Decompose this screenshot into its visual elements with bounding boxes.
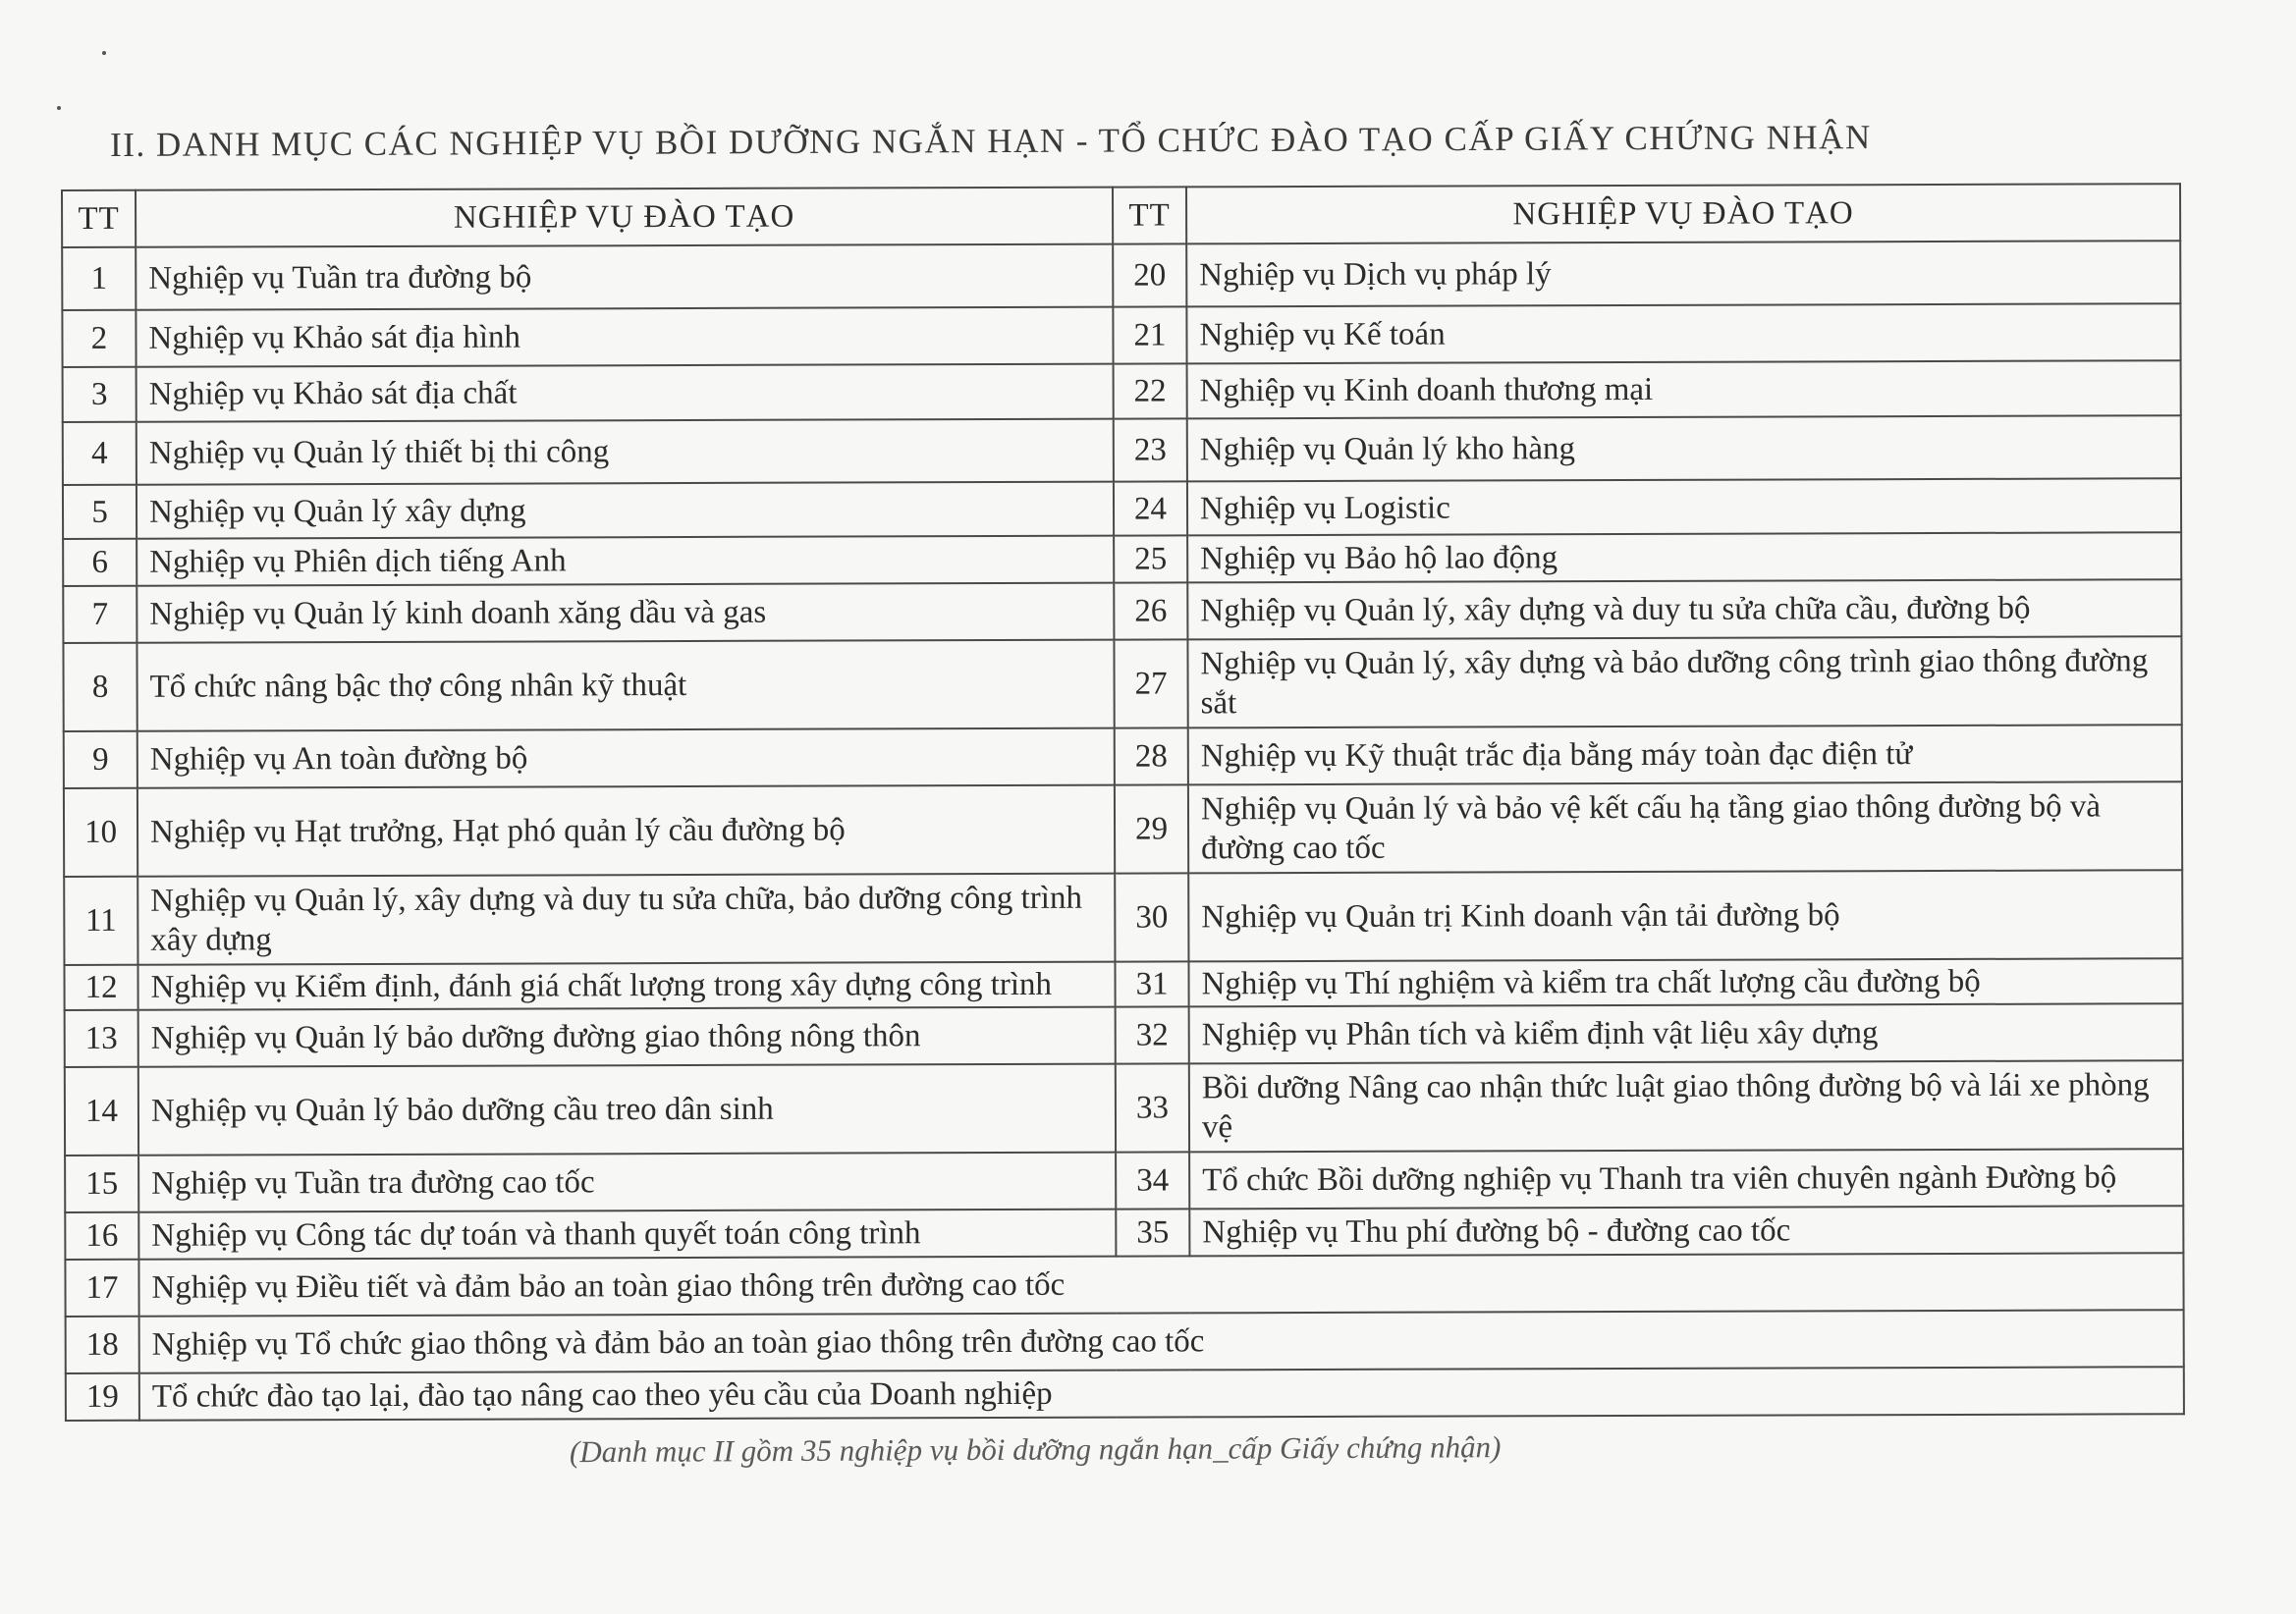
table-row [63,532,2181,586]
training-item: Nghiệp vụ Phân tích và kiểm định vật liệu xây dựng [1189,1003,2183,1063]
table-row [64,725,2182,788]
row-number: 10 [64,788,137,877]
row-number: 24 [1114,481,1187,535]
training-item: Nghiệp vụ Quản lý bảo dưỡng đường giao thông nông thôn [138,1007,1116,1067]
row-number: 16 [65,1212,138,1260]
row-number: 22 [1114,363,1187,418]
training-item: Nghiệp vụ Quản lý kho hàng [1187,415,2181,481]
training-item: Nghiệp vụ Hạt trưởng, Hạt phó quản lý cầu đường bộ [137,785,1115,877]
training-item: Nghiệp vụ Tuần tra đường cao tốc [138,1153,1116,1212]
table-row-wide [66,1367,2184,1421]
row-number: 15 [65,1156,138,1212]
table-row [65,1003,2183,1067]
table-row [64,781,2182,877]
row-number: 17 [65,1260,138,1317]
training-item: Nghiệp vụ Quản lý, xây dựng và bảo dưỡng công trình giao thông đường sắt [1187,636,2181,727]
row-number: 33 [1116,1063,1189,1152]
training-item: Bồi dưỡng Nâng cao nhận thức luật giao thông đường bộ và lái xe phòng vệ [1189,1060,2183,1152]
row-number: 34 [1116,1152,1189,1209]
row-number: 9 [64,731,137,788]
row-number: 35 [1116,1209,1189,1256]
footnote: (Danh mục II gồm 35 nghiệp vụ bồi dưỡng ngắn hạn_cấp Giấy chứng nhận) [569,1429,1502,1470]
training-item: Tổ chức đào tạo lại, đào tạo nâng cao theo yêu cầu của Doanh nghiệp [139,1367,2184,1421]
table-row-wide [66,1310,2184,1373]
training-item: Nghiệp vụ Khảo sát địa chất [137,364,1114,422]
table-row [64,958,2182,1010]
row-number: 27 [1114,639,1187,727]
row-number: 18 [66,1317,139,1373]
row-number: 3 [63,367,137,422]
table-row [65,1149,2183,1212]
training-item: Nghiệp vụ Bảo hộ lao động [1187,532,2181,582]
row-number: 12 [64,965,137,1010]
table-row [62,241,2180,310]
table-row [63,478,2181,539]
row-number: 13 [65,1010,138,1067]
header-name-right: NGHIỆP VỤ ĐÀO TẠO [1186,184,2180,243]
table-row [62,303,2180,367]
table-header-row [62,184,2180,247]
table-row [64,870,2182,965]
row-number: 5 [63,485,137,539]
row-number: 30 [1115,873,1188,961]
training-item: Nghiệp vụ Dịch vụ pháp lý [1186,241,2180,306]
training-table-container [61,183,2183,1422]
table-row [63,579,2181,643]
training-item: Nghiệp vụ Quản lý kinh doanh xăng dầu và gas [137,583,1114,643]
row-number: 31 [1115,961,1188,1006]
training-item: Nghiệp vụ Khảo sát địa hình [136,307,1113,367]
training-item: Nghiệp vụ Tuần tra đường bộ [136,244,1113,310]
scan-speck [57,106,61,110]
table-row-wide [65,1253,2183,1317]
row-number: 21 [1113,306,1186,363]
training-item: Nghiệp vụ Thí nghiệm và kiểm tra chất lượng cầu đường bộ [1188,958,2182,1006]
training-item: Nghiệp vụ Kỹ thuật trắc địa bằng máy toàn đạc điện tử [1188,725,2182,784]
training-item: Nghiệp vụ Thu phí đường bộ - đường cao tốc [1189,1206,2183,1256]
section-heading: II. DANH MỤC CÁC NGHIỆP VỤ BỒI DƯỠNG NGẮN HẠN - TỔ CHỨC ĐÀO TẠO CẤP GIẤY CHỨNG NHẬN [110,118,1872,164]
table-row [65,1206,2183,1260]
row-number: 20 [1113,243,1186,306]
training-item: Nghiệp vụ Quản lý thiết bị thi công [137,419,1114,485]
training-item: Nghiệp vụ Quản lý, xây dựng và duy tu sửa chữa, bảo dưỡng công trình xây dựng [137,874,1115,965]
header-tt-right: TT [1113,187,1186,243]
training-item: Nghiệp vụ Quản trị Kinh doanh vận tải đường bộ [1188,870,2182,961]
training-item: Nghiệp vụ Công tác dự toán và thanh quyết toán công trình [138,1210,1116,1260]
header-name-left: NGHIỆP VỤ ĐÀO TẠO [136,188,1113,247]
training-item: Tổ chức nâng bậc thợ công nhân kỹ thuật [137,640,1114,731]
row-number: 7 [63,586,137,643]
table-row [63,636,2181,731]
training-item: Nghiệp vụ Quản lý, xây dựng và duy tu sửa chữa cầu, đường bộ [1187,579,2181,639]
row-number: 25 [1114,535,1187,582]
row-number: 6 [63,539,137,586]
training-item: Nghiệp vụ Kiểm định, đánh giá chất lượng trong xây dựng công trình [137,962,1115,1010]
training-item: Nghiệp vụ Tổ chức giao thông và đảm bảo an toàn giao thông trên đường cao tốc [139,1310,2184,1373]
training-item: Nghiệp vụ Phiên dịch tiếng Anh [137,536,1114,586]
header-tt-left: TT [62,190,136,247]
training-item: Nghiệp vụ An toàn đường bộ [137,728,1115,788]
training-table [61,183,2185,1422]
row-number: 14 [65,1067,138,1156]
training-item: Nghiệp vụ Kinh doanh thương mại [1187,360,2181,418]
table-row [65,1060,2183,1156]
table-row [63,360,2181,422]
training-item: Nghiệp vụ Quản lý bảo dưỡng cầu treo dân sinh [138,1064,1116,1156]
row-number: 1 [62,247,136,310]
training-item: Nghiệp vụ Quản lý xây dựng [137,482,1114,539]
row-number: 32 [1116,1006,1189,1063]
row-number: 26 [1114,582,1187,639]
training-item: Tổ chức Bồi dưỡng nghiệp vụ Thanh tra viên chuyên ngành Đường bộ [1189,1149,2183,1209]
table-row [63,415,2181,485]
row-number: 8 [63,643,137,731]
row-number: 2 [62,310,136,367]
training-item: Nghiệp vụ Quản lý và bảo vệ kết cấu hạ tầng giao thông đường bộ và đường cao tốc [1188,781,2182,873]
row-number: 29 [1115,784,1188,873]
scan-speck [102,51,106,55]
row-number: 28 [1115,727,1188,784]
training-item: Nghiệp vụ Kế toán [1186,303,2180,363]
training-item: Nghiệp vụ Logistic [1187,478,2181,535]
training-item: Nghiệp vụ Điều tiết và đảm bảo an toàn giao thông trên đường cao tốc [138,1253,2183,1317]
row-number: 23 [1114,418,1187,481]
row-number: 4 [63,422,137,485]
row-number: 19 [66,1373,139,1421]
row-number: 11 [64,877,137,965]
